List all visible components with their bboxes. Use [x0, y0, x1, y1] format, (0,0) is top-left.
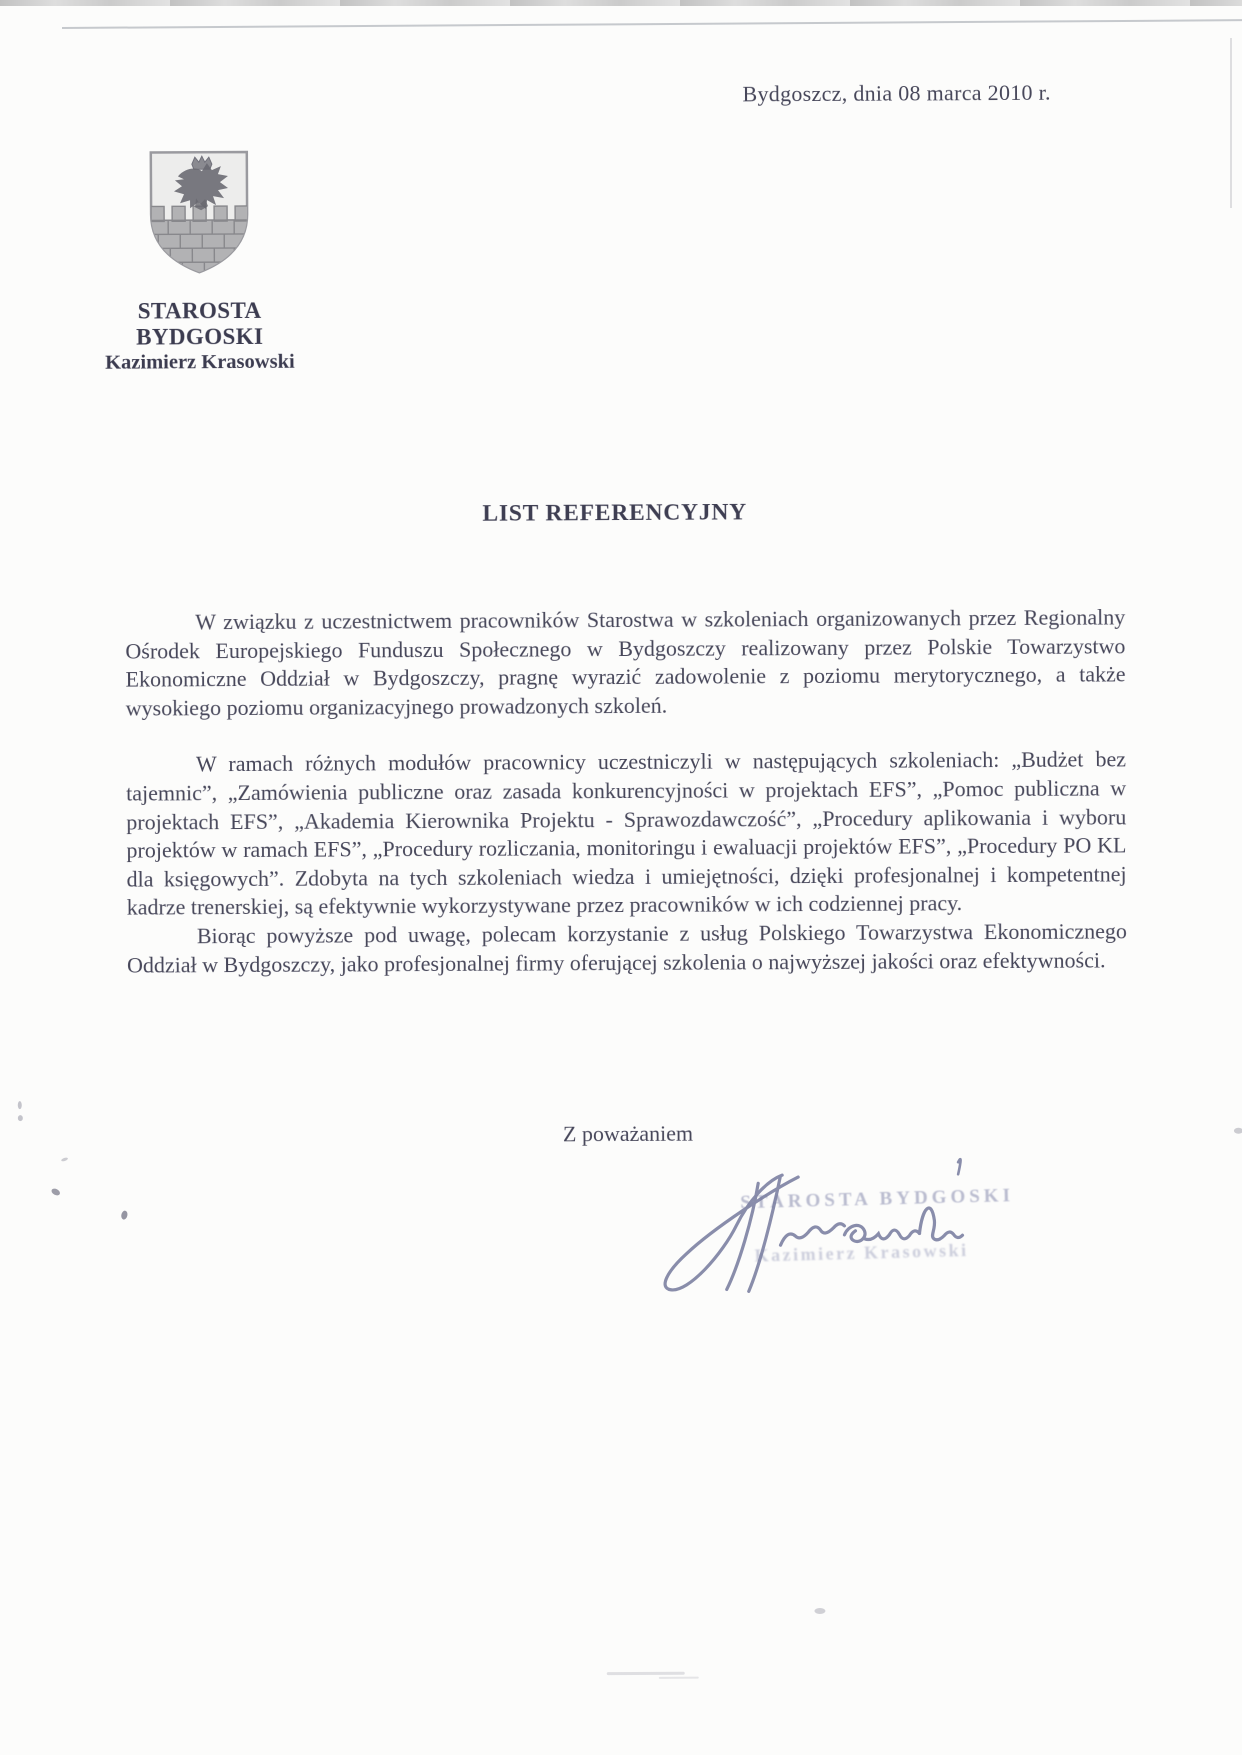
scan-speck	[61, 1157, 69, 1162]
scan-speck	[50, 1187, 61, 1196]
scan-smudge	[659, 1677, 699, 1679]
scan-smudge	[607, 1672, 685, 1675]
letter-body	[125, 603, 1127, 979]
date-line: Bydgoszcz, dnia 08 marca 2010 r.	[742, 79, 1051, 107]
closing-phrase: Z poważaniem	[562, 1120, 694, 1147]
signature-area	[628, 1146, 1015, 1328]
scan-speck	[1234, 1128, 1242, 1134]
stamp-office-title: STAROSTA BYDGOSKI	[740, 1185, 1015, 1214]
paragraph-2: W ramach różnych modułów pracownicy uczestniczyli w następujących szkoleniach: „Budżet bez tajemnic”, „Zamówienia publiczne oraz zasada konkurencyjności w projektach EFS”, „Pomoc publiczna w projektach EFS”, „Akademia Kierownika Projektu - Sprawozdawczość”, „Procedury aplikowania i wyboru projektów w ramach EFS”, „Procedury rozliczania, monitoringu i ewaluacji projektów EFS”, „Procedury PO KL dla księgowych”. Zdobyta na tych szkoleniach wiedza i umiejętności, dzięki profesjonalnej i kompetentnej kadrze trenerskiej, są efektywnie wykorzystywane przez pracowników w ich codziennej pracy.	[126, 746, 1127, 920]
sender-title: STAROSTA BYDGOSKI	[136, 297, 264, 350]
scan-speck	[18, 1115, 23, 1121]
paragraph-1: W związku z uczestnictwem pracowników Starostwa w szkoleniach organizowanych przez Regionalny Ośrodek Europejskiego Funduszu Społecznego w Bydgoszczy realizowany przez Polskie Towarzystwo Ekonomiczne Oddział w Bydgoszczy, pragnę wyrazić zadowolenie z poziomu merytorycznego, a także wysokiego poziomu organizacyjnego prowadzonych szkoleń.	[125, 604, 1126, 721]
sender-block	[78, 298, 322, 375]
coat-of-arms	[144, 148, 255, 277]
stamp-officer-name: Kazimierz Krasowski	[754, 1239, 969, 1266]
scan-speck	[18, 1101, 22, 1109]
letter-title: LIST REFERENCYJNY	[482, 499, 748, 527]
scan-speck	[814, 1608, 825, 1614]
paragraph-3: Biorąc powyższe pod uwagę, polecam korzystanie z usług Polskiego Towarzystwa Ekonomicznego Oddział w Bydgoszczy, jako profesjonalnej firmy oferującej szkolenia o najwyższej jakości oraz efektywności.	[126, 918, 1127, 978]
sender-name: Kazimierz Krasowski	[105, 350, 295, 374]
scan-speck	[121, 1210, 129, 1220]
handwritten-signature	[628, 1146, 1009, 1328]
